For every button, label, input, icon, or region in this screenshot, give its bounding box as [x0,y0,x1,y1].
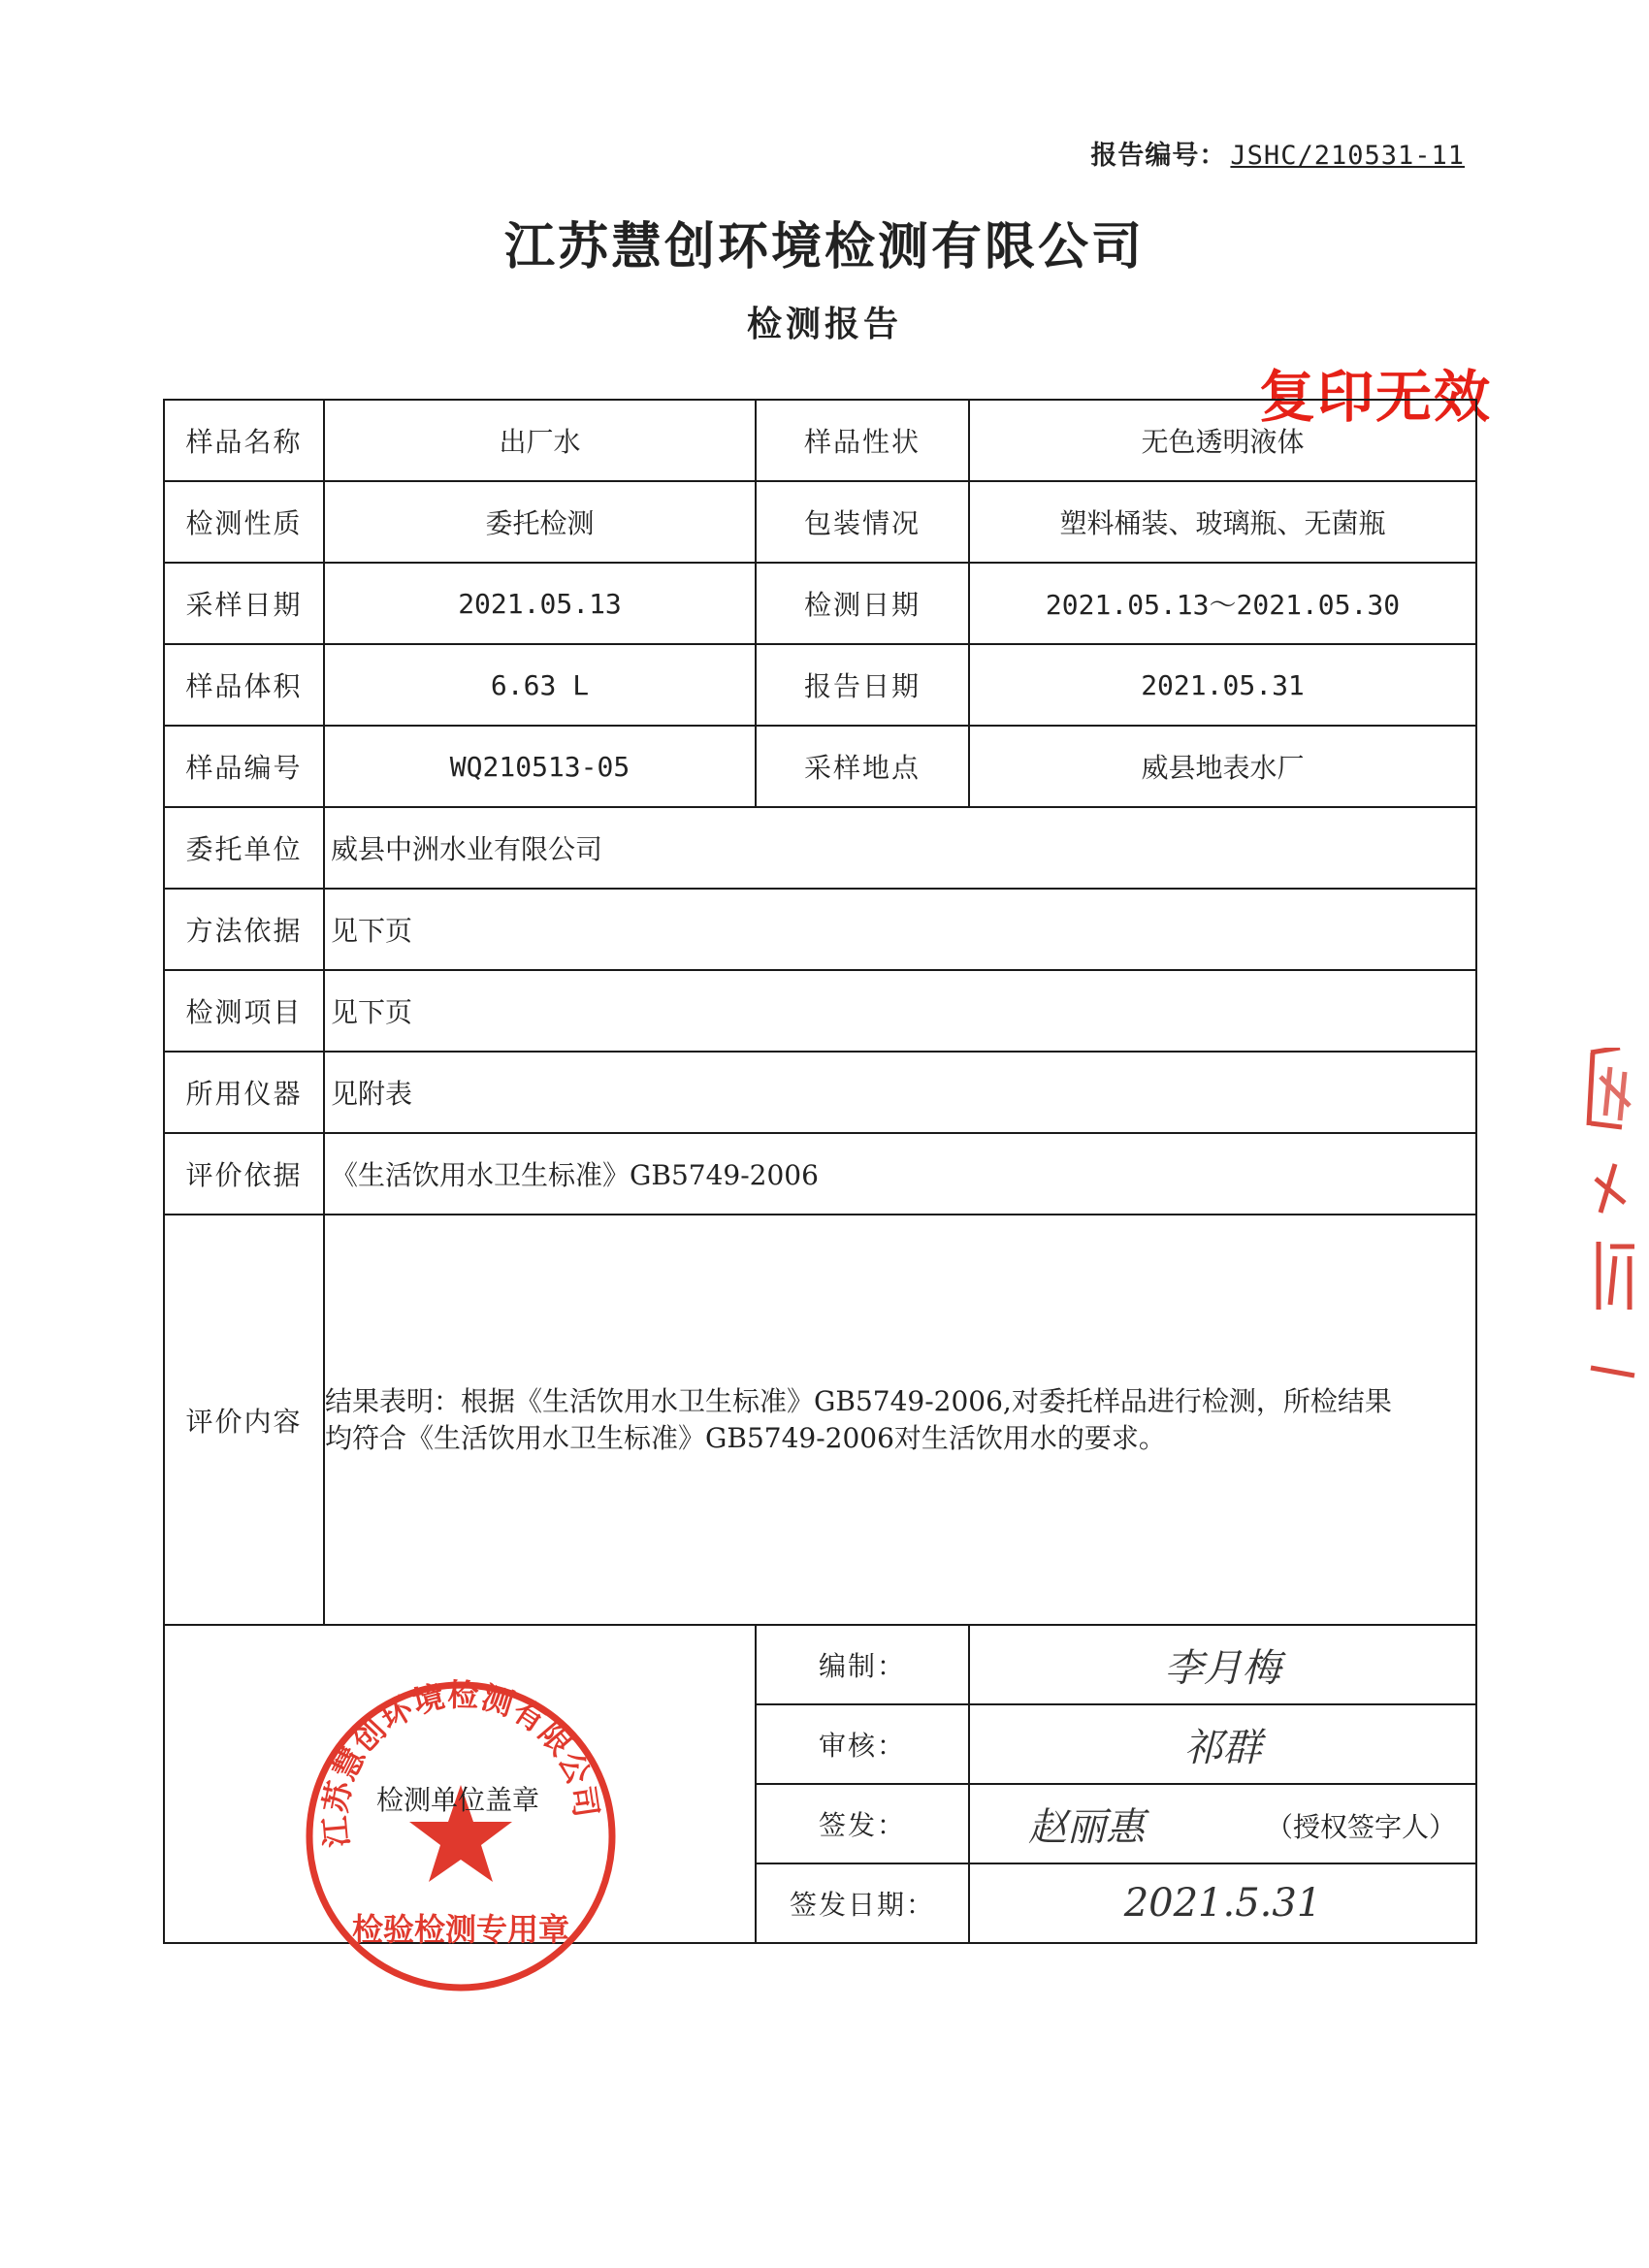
signature-row [164,1625,1476,1704]
authorized-signer-note: （授权签字人） [1265,1811,1456,1843]
client-label: 委托单位 [164,807,324,889]
compiled-label: 编制： [756,1625,969,1704]
field-label: 采样日期 [164,563,324,644]
field-value: 出厂水 [324,400,756,481]
field-value: 塑料桶装、玻璃瓶、无菌瓶 [969,481,1476,563]
seal-text-top: 江苏慧创环境检测有限公司 [316,1676,605,1849]
table-row [164,1133,1476,1215]
edge-seal-fragment [1581,1048,1649,1387]
field-value: WQ210513-05 [324,726,756,807]
client-value: 威县中洲水业有限公司 [324,807,1476,889]
table-row [164,644,1476,726]
seal-area [164,1625,756,1948]
table-row [164,481,1476,563]
field-label: 报告日期 [756,644,969,726]
items-label: 检测项目 [164,970,324,1052]
company-name: 江苏慧创环境检测有限公司 [503,218,1145,276]
document-title: 检测报告 [746,305,902,344]
conclusion-line: 均符合《生活饮用水卫生标准》GB5749-2006对生活饮用水的要求。 [325,1421,1166,1454]
issue-date-signature [969,1863,1476,1943]
seal-text-bottom: 检验检测专用章 [351,1911,570,1948]
table-row [164,400,1476,481]
copy-invalid-stamp: 复印无效 [1259,364,1493,430]
field-label: 样品名称 [164,400,324,481]
signature: 李月梅 [1164,1645,1281,1691]
signature: 2021.5.31 [1123,1881,1322,1926]
instrument-label: 所用仪器 [164,1052,324,1133]
report-number [1090,134,1465,172]
table-row [164,1052,1476,1133]
content-label: 评价内容 [164,1215,324,1625]
field-value: 委托检测 [324,481,756,563]
table-row [164,970,1476,1052]
field-label: 样品体积 [164,644,324,726]
field-value: 2021.05.13～2021.05.30 [969,563,1476,644]
field-value: 无色透明液体 [969,400,1476,481]
issued-signature [969,1784,1476,1863]
report-number-value: JSHC/210531-11 [1230,141,1465,171]
table-row [164,1215,1476,1625]
method-value: 见下页 [324,889,1476,970]
table-row [164,726,1476,807]
items-value: 见下页 [324,970,1476,1052]
table-row [164,563,1476,644]
field-value: 2021.05.13 [324,563,756,644]
reviewed-signature [969,1704,1476,1784]
signature: 祁群 [1183,1725,1262,1770]
signature: 赵丽惠 [1028,1804,1145,1850]
field-value: 2021.05.31 [969,644,1476,726]
compiled-signature [969,1625,1476,1704]
field-value: 威县地表水厂 [969,726,1476,807]
method-label: 方法依据 [164,889,324,970]
conclusion-line: 结果表明：根据《生活饮用水卫生标准》GB5749-2006,对委托样品进行检测，所检结果 [325,1384,1392,1417]
basis-label: 评价依据 [164,1133,324,1215]
issue-date-label: 签发日期： [756,1863,969,1943]
instrument-value: 见附表 [324,1052,1476,1133]
field-label: 样品性状 [756,400,969,481]
field-value: 6.63 L [324,644,756,726]
field-label: 采样地点 [756,726,969,807]
table-row [164,889,1476,970]
table-row [164,807,1476,889]
conclusion-text [324,1215,1476,1625]
company-seal [301,1676,621,1996]
basis-value: 《生活饮用水卫生标准》GB5749-2006 [324,1133,1476,1215]
field-label: 检测日期 [756,563,969,644]
report-number-label: 报告编号： [1090,141,1227,171]
seal-label: 检测单位盖章 [376,1784,540,1816]
issued-label: 签发： [756,1784,969,1863]
field-label: 样品编号 [164,726,324,807]
field-label: 检测性质 [164,481,324,563]
field-label: 包装情况 [756,481,969,563]
reviewed-label: 审核： [756,1704,969,1784]
report-info-table [163,399,1477,1948]
